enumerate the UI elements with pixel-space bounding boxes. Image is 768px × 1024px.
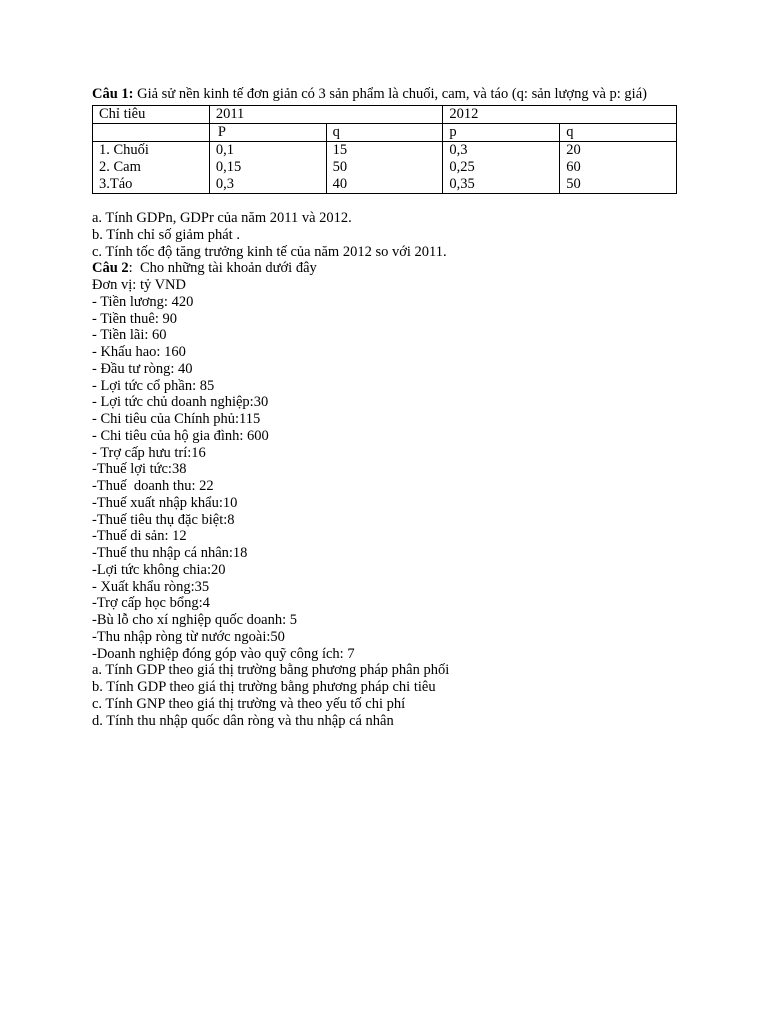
table-subheader-cell: P [209,124,326,142]
list-item: - Lợi tức cổ phần: 85 [92,377,215,394]
list-item: - Chi tiêu của hộ gia đình: 600 [92,427,269,444]
list-item: b. Tính GDP theo giá thị trường bằng phương pháp chi tiêu [92,679,436,695]
table-header-row [93,106,677,124]
list-item: Đơn vị: tỷ VND [92,277,187,293]
table-subheader-row [93,124,677,142]
table-header-cell: 2012 [443,106,677,124]
question-2-lines [92,277,678,729]
table-subheader-cell: p [443,124,560,142]
list-item: a. Tính GDPn, GDPr của năm 2011 và 2012. [92,210,352,226]
question-1-text: Giả sử nền kinh tế đơn giản có 3 sản phẩm là chuối, cam, và táo (q: sản lượng và p: giá) [133,86,647,102]
price-quantity-table [92,105,677,194]
table-cell: 1. Chuối 2. Cam 3.Táo [93,142,210,194]
table-subheader-cell: q [326,124,443,142]
question-2-label: Câu 2 [92,260,129,277]
list-item: - Trợ cấp hưu trí:16 [92,444,206,461]
table-cell: 15 50 40 [326,142,443,194]
list-item: - Đầu tư ròng: 40 [92,360,193,377]
list-item: c. Tính tốc độ tăng trưởng kinh tế của năm 2012 so với 2011. [92,243,447,260]
list-item: - Lợi tức chủ doanh nghiệp:30 [92,394,269,411]
list-item: - Tiền thuê: 90 [92,310,177,327]
list-item: - Xuất khẩu ròng:35 [92,578,210,595]
list-item: -Lợi tức không chia:20 [92,561,226,578]
list-item: -Thuế thu nhập cá nhân:18 [92,545,248,561]
table-cell: 0,1 0,15 0,3 [209,142,326,194]
question-1 [92,86,678,103]
list-item: -Doanh nghiệp đóng góp vào quỹ công ích: 7 [92,645,355,662]
list-item: - Khấu hao: 160 [92,344,186,360]
list-item: - Chi tiêu của Chính phủ:115 [92,411,261,427]
document-page [92,86,678,729]
table-subheader-cell: q [560,124,677,142]
list-item: -Thuế di sản: 12 [92,528,187,545]
list-item: -Thuế doanh thu: 22 [92,478,214,494]
list-item: - Tiền lãi: 60 [92,327,167,344]
list-item: - Tiền lương: 420 [92,293,194,310]
list-item: -Thuế xuất nhập khẩu:10 [92,494,238,511]
table-cell: 20 60 50 [560,142,677,194]
question-2-text: : Cho những tài khoản dưới đây [128,260,317,277]
list-item: -Thu nhập ròng từ nước ngoài:50 [92,628,285,645]
table-header-cell: 2011 [209,106,443,124]
list-item: c. Tính GNP theo giá thị trường và theo yếu tố chi phí [92,695,406,712]
list-item: -Thuế lợi tức:38 [92,461,187,478]
question-1-label: Câu 1: [92,86,134,102]
list-item: -Trợ cấp học bổng:4 [92,595,210,612]
table-header-cell: Chỉ tiêu [93,106,210,124]
table-row [93,142,677,194]
question-1-tasks [92,210,678,277]
list-item: b. Tính chỉ số giảm phát . [92,226,240,243]
list-item: -Thuế tiêu thụ đặc biệt:8 [92,511,235,528]
list-item: d. Tính thu nhập quốc dân ròng và thu nhập cá nhân [92,712,394,729]
list-item: -Bù lỗ cho xí nghiệp quốc doanh: 5 [92,612,297,628]
question-2 [92,260,678,277]
table-cell: 0,3 0,25 0,35 [443,142,560,194]
table-subheader-cell [93,124,210,142]
list-item: a. Tính GDP theo giá thị trường bằng phương pháp phân phối [92,662,450,679]
